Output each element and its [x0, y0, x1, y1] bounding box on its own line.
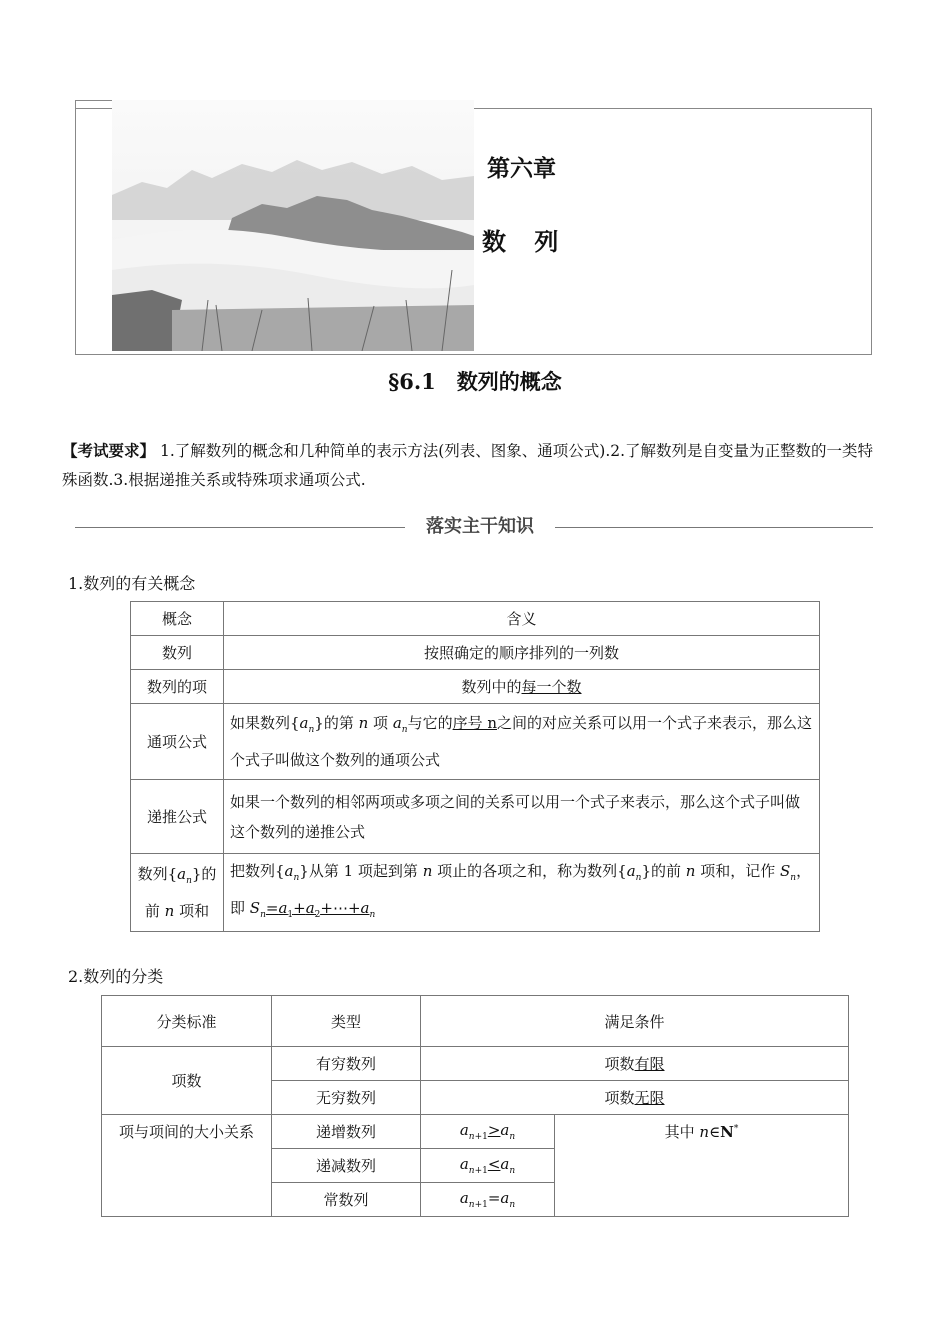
meaning-cell: 数列中的每一个数 [224, 670, 820, 704]
type-cell: 无穷数列 [272, 1081, 421, 1115]
concept-cell: 通项公式 [131, 704, 224, 780]
divider-line [75, 527, 405, 528]
part1-heading: 1.数列的有关概念 [68, 574, 196, 593]
banner-corner [75, 100, 112, 109]
type-cell: 有穷数列 [272, 1047, 421, 1081]
header-cell: 含义 [224, 602, 820, 636]
requirements-label: 【考试要求】 [62, 441, 156, 460]
header-cell: 概念 [131, 602, 224, 636]
header-cell: 类型 [272, 996, 421, 1047]
note-cell: 其中 n∈N* [555, 1115, 849, 1217]
meaning-cell: 如果数列$\{a_n\}$的第 n 项 $a_n$与它的序号 n之间的对应关系可以用一个式子来表示，那么这个式子叫做这个数列的通项公式 [224, 704, 820, 780]
meaning-cell: 按照确定的顺序排列的一列数 [224, 636, 820, 670]
concepts-table [130, 601, 820, 932]
header-cell: 分类标准 [102, 996, 272, 1047]
condition-cell: 项数有限 [421, 1047, 849, 1081]
part2-heading: 2.数列的分类 [68, 967, 164, 986]
chapter-title: 数 列 [482, 227, 569, 256]
underlined-answer: 无限 [634, 1089, 665, 1107]
underlined-answer: 序号 n [452, 714, 498, 732]
condition-cell: $a_{n+1}<a_n$ [421, 1149, 555, 1183]
header-cell: 满足条件 [421, 996, 849, 1047]
underlined-answer: $=a_1+a_2+\cdots+a_n$ [265, 898, 376, 920]
concept-cell: 递推公式 [131, 780, 224, 854]
underlined-answer: 每一个数 [521, 678, 582, 696]
exam-requirements [62, 436, 882, 495]
concept-cell: 数列$\{a_n\}$的 前 n 项和 [131, 854, 224, 932]
criterion-cell: 项数 [102, 1047, 272, 1115]
meaning-cell: 把数列$\{a_n\}$从第 1 项起到第 n 项止的各项之和，称为数列$\{a_n\}$的前 n 项和，记作 $S_n$，即 $S_n=a_1+a_2+\cdots+a_n$ [224, 854, 820, 932]
type-cell: 递增数列 [272, 1115, 421, 1149]
requirements-text: 1.了解数列的概念和几种简单的表示方法(列表、图象、通项公式).2.了解数列是自变量为正整数的一类特殊函数.3.根据递推关系或特殊项求通项公式. [62, 442, 874, 489]
divider-label: 落实主干知识 [426, 516, 534, 537]
divider-line [555, 527, 873, 528]
section-title: §6.1 数列的概念 [388, 369, 562, 394]
condition-cell: $a_{n+1}>a_n$ [421, 1115, 555, 1149]
criterion-cell: 项与项间的大小关系 [102, 1115, 272, 1217]
underlined-answer: 有限 [634, 1055, 665, 1073]
classification-table [101, 995, 849, 1217]
condition-cell: 项数无限 [421, 1081, 849, 1115]
type-cell: 递减数列 [272, 1149, 421, 1183]
concept-cell: 数列的项 [131, 670, 224, 704]
landscape-image [112, 100, 474, 351]
condition-cell: $a_{n+1}=a_n$ [421, 1183, 555, 1217]
type-cell: 常数列 [272, 1183, 421, 1217]
meaning-cell: 如果一个数列的相邻两项或多项之间的关系可以用一个式子来表示，那么这个式子叫做这个数列的递推公式 [224, 780, 820, 854]
banner-corner [75, 347, 98, 355]
concept-cell: 数列 [131, 636, 224, 670]
chapter-number: 第六章 [487, 155, 556, 182]
